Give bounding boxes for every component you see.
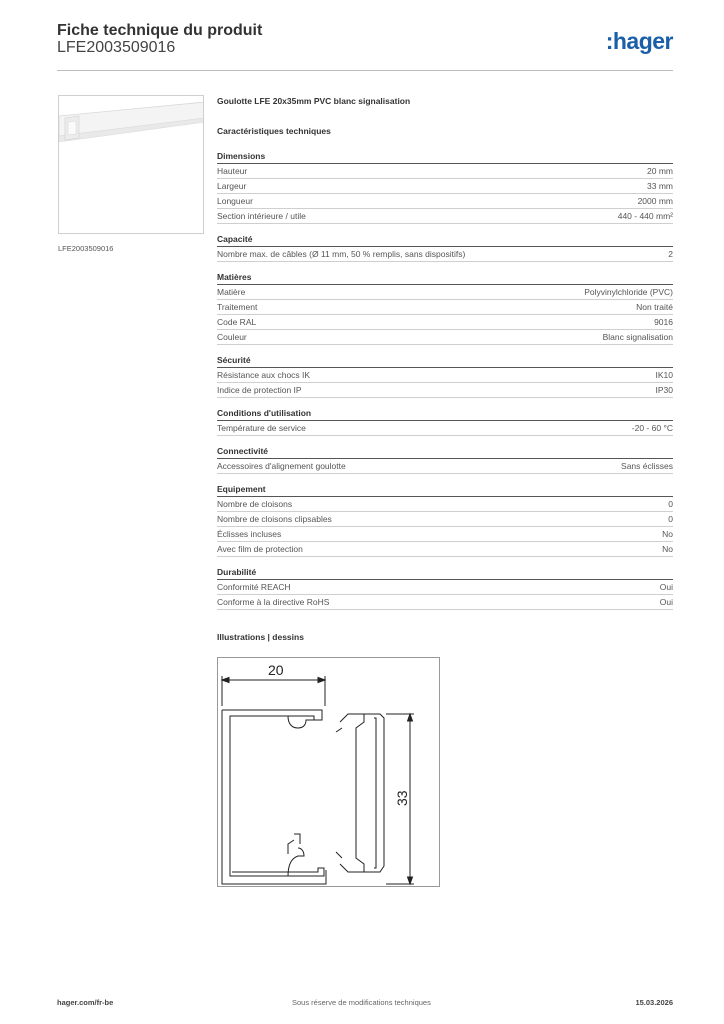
spec-label: Conforme à la directive RoHS (217, 597, 330, 607)
spec-label: Largeur (217, 181, 247, 191)
footer-website: hager.com/fr-be (57, 998, 114, 1007)
footer-disclaimer: Sous réserve de modifications techniques (292, 998, 431, 1007)
spec-row (217, 315, 673, 330)
spec-row (217, 164, 673, 179)
page-header (57, 20, 673, 71)
spec-row (217, 542, 673, 557)
spec-value: 20 mm (647, 166, 673, 176)
product-reference: LFE2003509016 (57, 39, 176, 56)
spec-value: 9016 (654, 317, 673, 327)
spec-value: Blanc signalisation (602, 332, 673, 342)
spec-label: Résistance aux chocs IK (217, 370, 311, 380)
section-title: Connectivité (217, 445, 673, 459)
spec-row (217, 209, 673, 224)
trunking-cross-section-icon (218, 658, 439, 886)
section-title: Sécurité (217, 354, 673, 368)
logo-dots: : (605, 28, 613, 54)
spec-value: 0 (668, 514, 673, 524)
spec-content (217, 96, 673, 645)
spec-row (217, 194, 673, 209)
spec-value: 2000 mm (637, 196, 673, 206)
dim-width-label: 20 (268, 662, 284, 678)
photo-caption: LFE2003509016 (58, 244, 114, 253)
product-photo (58, 95, 204, 234)
spec-row (217, 497, 673, 512)
spec-row (217, 595, 673, 610)
spec-label: Couleur (217, 332, 247, 342)
spec-label: Accessoires d'alignement goulotte (217, 461, 346, 471)
spec-label: Section intérieure / utile (217, 211, 306, 221)
spec-value: No (662, 529, 673, 539)
spec-label: Traitement (217, 302, 258, 312)
spec-row (217, 285, 673, 300)
spec-value: No (662, 544, 673, 554)
spec-row (217, 421, 673, 436)
spec-label: Matière (217, 287, 246, 297)
spec-row (217, 330, 673, 345)
spec-row (217, 580, 673, 595)
spec-label: Température de service (217, 423, 306, 433)
spec-row (217, 300, 673, 315)
spec-label: Longueur (217, 196, 253, 206)
spec-label: Conformité REACH (217, 582, 291, 592)
spec-row (217, 459, 673, 474)
dim-height-label: 33 (394, 790, 410, 806)
section-title: Durabilité (217, 566, 673, 580)
footer-date: 15.03.2026 (635, 998, 673, 1007)
spec-row (217, 247, 673, 262)
spec-label: Éclisses incluses (217, 529, 282, 539)
spec-label: Avec film de protection (217, 544, 303, 554)
spec-label: Indice de protection IP (217, 385, 302, 395)
spec-row (217, 383, 673, 398)
section-title: Capacité (217, 233, 673, 247)
section-title: Matières (217, 271, 673, 285)
spec-row (217, 512, 673, 527)
spec-label: Nombre de cloisons (217, 499, 293, 509)
spec-value: Sans éclisses (621, 461, 673, 471)
spec-label: Code RAL (217, 317, 257, 327)
section-title: Dimensions (217, 150, 673, 164)
spec-value: Oui (659, 582, 673, 592)
cross-section-drawing (217, 657, 440, 887)
spec-label: Nombre de cloisons clipsables (217, 514, 332, 524)
spec-value: Non traité (636, 302, 673, 312)
spec-value: Oui (659, 597, 673, 607)
logo-text: hager (612, 28, 673, 54)
spec-value: IP30 (655, 385, 673, 395)
spec-value: IK10 (655, 370, 673, 380)
section-title: Conditions d'utilisation (217, 407, 673, 421)
spec-value: 0 (668, 499, 673, 509)
page-footer (57, 998, 673, 1012)
spec-value: -20 - 60 °C (631, 423, 673, 433)
trunking-photo-icon (59, 96, 204, 234)
spec-row (217, 527, 673, 542)
spec-value: 2 (668, 249, 673, 259)
product-name: Goulotte LFE 20x35mm PVC blanc signalisation (217, 96, 411, 106)
page-title: Fiche technique du produit (57, 22, 263, 39)
spec-value: Polyvinylchloride (PVC) (584, 287, 673, 297)
spec-value: 440 - 440 mm² (617, 211, 673, 221)
spec-label: Hauteur (217, 166, 248, 176)
spec-row (217, 179, 673, 194)
hager-logo (606, 28, 673, 55)
spec-label: Nombre max. de câbles (Ø 11 mm, 50 % remplis, sans dispositifs) (217, 249, 466, 259)
spec-sections (217, 150, 673, 610)
illustrations-title: Illustrations | dessins (217, 632, 304, 642)
characteristics-title: Caractéristiques techniques (217, 126, 331, 136)
section-title: Equipement (217, 483, 673, 497)
spec-row (217, 368, 673, 383)
spec-value: 33 mm (647, 181, 673, 191)
